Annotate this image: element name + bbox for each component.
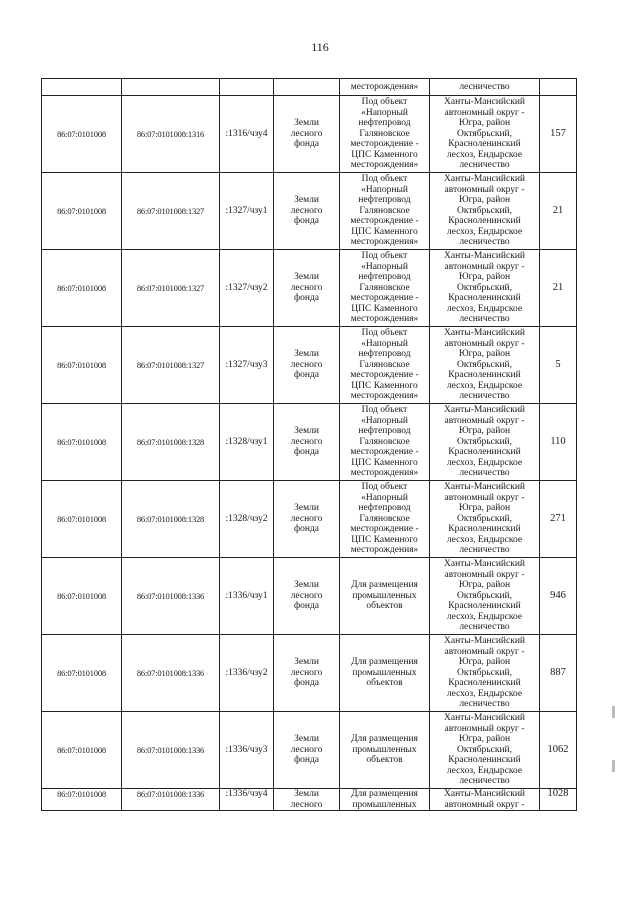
cell-category: Земли лесного фонда <box>274 404 340 481</box>
land-plots-table <box>41 78 577 811</box>
cell-part: :1328/чзу1 <box>220 404 274 481</box>
cell-purpose: Для размещения промышленных <box>340 789 430 811</box>
cell-category: Земли лесного <box>274 789 340 811</box>
cell-location: Ханты-Мансийский автономный округ - Югра, район Октябрьский, Красноленинский лесхоз, Ендырское лесничество <box>430 404 540 481</box>
cell-category <box>274 79 340 96</box>
cell-category: Земли лесного фонда <box>274 173 340 250</box>
scan-mark <box>612 760 615 772</box>
cell-quarter: 86:07:0101008 <box>42 712 122 789</box>
cell-area: 887 <box>540 635 577 712</box>
cell-part <box>220 79 274 96</box>
cell-location: Ханты-Мансийский автономный округ - Югра, район Октябрьский, Красноленинский лесхоз, Ендырское лесничество <box>430 327 540 404</box>
cell-cadastral: 86:07:0101008:1327 <box>122 327 220 404</box>
table-row <box>42 327 577 404</box>
cell-quarter: 86:07:0101008 <box>42 789 122 811</box>
cell-purpose: Для размещения промышленных объектов <box>340 635 430 712</box>
cell-purpose: месторождения» <box>340 79 430 96</box>
table-row-continued <box>42 79 577 96</box>
cell-quarter: 86:07:0101008 <box>42 327 122 404</box>
cell-part: :1327/чзу3 <box>220 327 274 404</box>
cell-cadastral: 86:07:0101008:1316 <box>122 96 220 173</box>
cell-quarter: 86:07:0101008 <box>42 404 122 481</box>
cell-purpose: Под объект «Напорный нефтепровод Галяновское месторождение - ЦПС Каменного месторождения» <box>340 404 430 481</box>
cell-purpose: Под объект «Напорный нефтепровод Галяновское месторождение - ЦПС Каменного месторождения» <box>340 250 430 327</box>
cell-quarter: 86:07:0101008 <box>42 558 122 635</box>
page-number: 116 <box>311 40 329 54</box>
cell-part: :1336/чзу1 <box>220 558 274 635</box>
cell-part: :1336/чзу4 <box>220 789 274 811</box>
cell-quarter: 86:07:0101008 <box>42 173 122 250</box>
cell-part: :1327/чзу2 <box>220 250 274 327</box>
cell-quarter <box>42 79 122 96</box>
cell-cadastral: 86:07:0101008:1328 <box>122 481 220 558</box>
cell-area: 5 <box>540 327 577 404</box>
cell-area: 21 <box>540 173 577 250</box>
cell-location: Ханты-Мансийский автономный округ - Югра, район Октябрьский, Красноленинский лесхоз, Ендырское лесничество <box>430 635 540 712</box>
cell-cadastral: 86:07:0101008:1336 <box>122 558 220 635</box>
table-row <box>42 558 577 635</box>
cell-area <box>540 79 577 96</box>
cell-part: :1336/чзу3 <box>220 712 274 789</box>
table-row <box>42 404 577 481</box>
cell-category: Земли лесного фонда <box>274 481 340 558</box>
cell-quarter: 86:07:0101008 <box>42 481 122 558</box>
cell-quarter: 86:07:0101008 <box>42 96 122 173</box>
cell-purpose: Под объект «Напорный нефтепровод Галяновское месторождение - ЦПС Каменного месторождения» <box>340 327 430 404</box>
cell-cadastral: 86:07:0101008:1336 <box>122 712 220 789</box>
cell-location: Ханты-Мансийский автономный округ - Югра, район Октябрьский, Красноленинский лесхоз, Ендырское лесничество <box>430 250 540 327</box>
cell-purpose: Для размещения промышленных объектов <box>340 712 430 789</box>
cell-purpose: Под объект «Напорный нефтепровод Галяновское месторождение - ЦПС Каменного месторождения» <box>340 481 430 558</box>
cell-area: 946 <box>540 558 577 635</box>
cell-category: Земли лесного фонда <box>274 712 340 789</box>
table-row <box>42 250 577 327</box>
cell-part: :1316/чзу4 <box>220 96 274 173</box>
cell-area: 271 <box>540 481 577 558</box>
cell-part: :1336/чзу2 <box>220 635 274 712</box>
cell-cadastral <box>122 79 220 96</box>
table-row <box>42 96 577 173</box>
table-row <box>42 789 577 811</box>
cell-category: Земли лесного фонда <box>274 96 340 173</box>
cell-location: Ханты-Мансийский автономный округ - Югра, район Октябрьский, Красноленинский лесхоз, Ендырское лесничество <box>430 712 540 789</box>
table-row <box>42 712 577 789</box>
table-row <box>42 635 577 712</box>
cell-location: Ханты-Мансийский автономный округ - Югра, район Октябрьский, Красноленинский лесхоз, Ендырское лесничество <box>430 481 540 558</box>
scan-mark <box>612 706 615 718</box>
cell-cadastral: 86:07:0101008:1327 <box>122 173 220 250</box>
cell-part: :1328/чзу2 <box>220 481 274 558</box>
cell-area: 157 <box>540 96 577 173</box>
cell-area: 1028 <box>540 789 577 811</box>
cell-location: лесничество <box>430 79 540 96</box>
table-row <box>42 481 577 558</box>
cell-area: 1062 <box>540 712 577 789</box>
cell-location: Ханты-Мансийский автономный округ - Югра, район Октябрьский, Красноленинский лесхоз, Ендырское лесничество <box>430 558 540 635</box>
cell-part: :1327/чзу1 <box>220 173 274 250</box>
cell-cadastral: 86:07:0101008:1336 <box>122 635 220 712</box>
cell-cadastral: 86:07:0101008:1327 <box>122 250 220 327</box>
cell-category: Земли лесного фонда <box>274 327 340 404</box>
cell-location: Ханты-Мансийский автономный округ - <box>430 789 540 811</box>
cell-location: Ханты-Мансийский автономный округ - Югра, район Октябрьский, Красноленинский лесхоз, Ендырское лесничество <box>430 96 540 173</box>
cell-cadastral: 86:07:0101008:1336 <box>122 789 220 811</box>
table-row <box>42 173 577 250</box>
cell-purpose: Под объект «Напорный нефтепровод Галяновское месторождение - ЦПС Каменного месторождения» <box>340 96 430 173</box>
cell-cadastral: 86:07:0101008:1328 <box>122 404 220 481</box>
cell-category: Земли лесного фонда <box>274 635 340 712</box>
cell-quarter: 86:07:0101008 <box>42 250 122 327</box>
cell-area: 21 <box>540 250 577 327</box>
cell-purpose: Для размещения промышленных объектов <box>340 558 430 635</box>
cell-category: Земли лесного фонда <box>274 250 340 327</box>
cell-area: 110 <box>540 404 577 481</box>
cell-quarter: 86:07:0101008 <box>42 635 122 712</box>
cell-category: Земли лесного фонда <box>274 558 340 635</box>
cell-location: Ханты-Мансийский автономный округ - Югра, район Октябрьский, Красноленинский лесхоз, Ендырское лесничество <box>430 173 540 250</box>
cell-purpose: Под объект «Напорный нефтепровод Галяновское месторождение - ЦПС Каменного месторождения» <box>340 173 430 250</box>
